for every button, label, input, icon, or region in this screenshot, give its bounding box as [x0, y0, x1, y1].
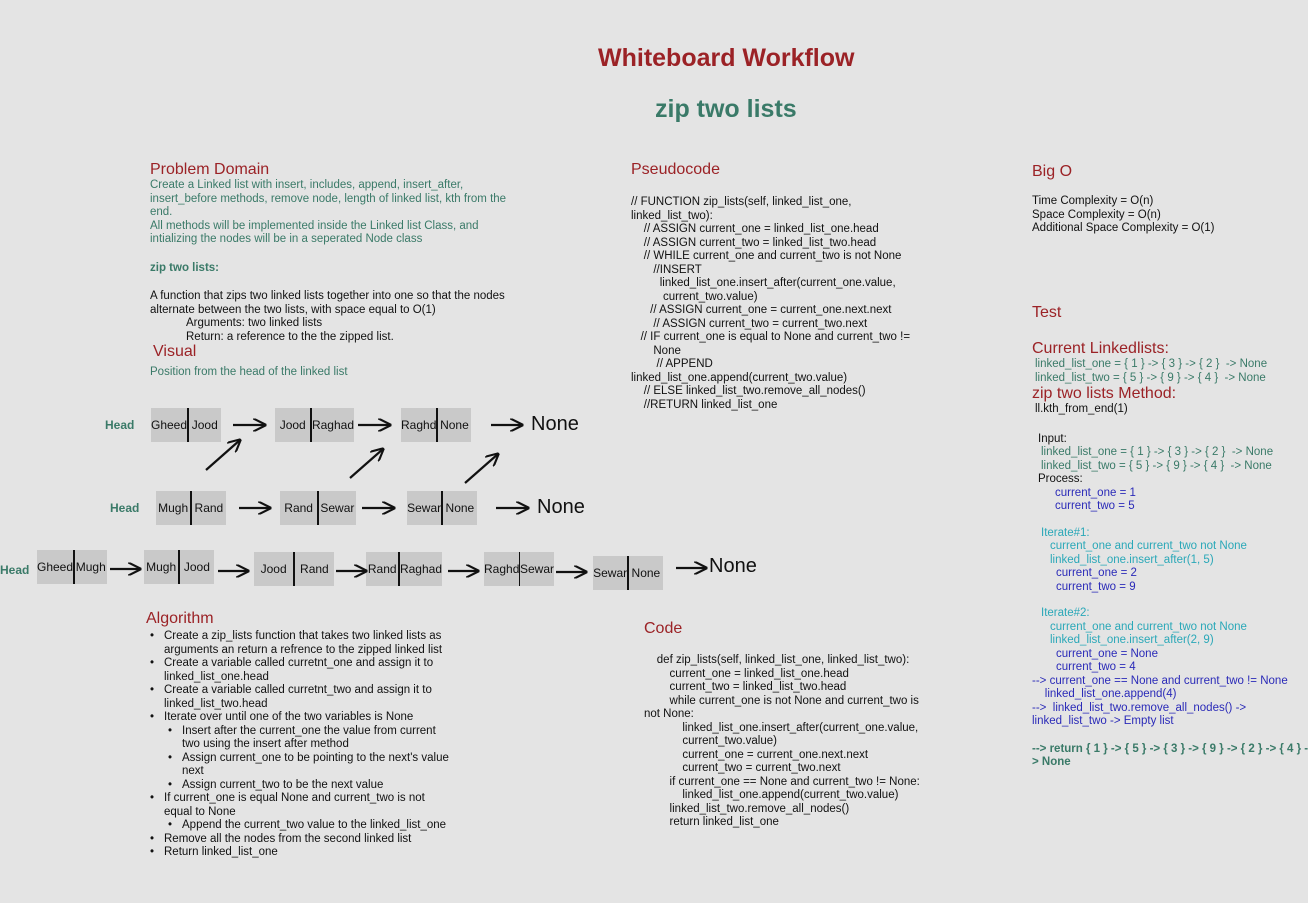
test-heading: Test [1032, 304, 1062, 321]
code-line: // ASSIGN current_two = linked_list_two.head [631, 236, 877, 249]
code-line: current_two = linked_list_two.head [644, 681, 847, 693]
list-item: • Create a variable called curretnt_two and assign it to linked_list_two.head [164, 684, 486, 711]
code-line: linked_list_one.append(current_two.value) [631, 371, 848, 384]
node-next: Rand [194, 501, 224, 515]
node-next: Sewar [320, 501, 355, 515]
iterate-label: Iterate#2: [1041, 607, 1090, 619]
final-line: linked_list_two -> Empty list [1032, 715, 1174, 727]
code-line: not None: [644, 708, 694, 720]
complexity-line: Time Complexity = O(n) [1032, 195, 1154, 207]
list-item: • Assign current_one to be pointing to the next's value next [182, 752, 486, 779]
algorithm-section [146, 610, 486, 860]
problem-line: All methods will be implemented inside the Linked list Class, and [150, 219, 479, 232]
none-label: None [709, 555, 757, 577]
iterate-line: linked_list_one.insert_after(1, 5) [1050, 553, 1214, 566]
code-line: while current_one is not None and current_two is [644, 694, 919, 707]
code-line: return linked_list_one [644, 816, 779, 828]
code-line: //INSERT [631, 263, 702, 276]
code-body [644, 654, 944, 830]
node-value: Sewar [593, 566, 628, 580]
input-label: Input: [1038, 432, 1067, 445]
pseudocode-section [631, 161, 931, 412]
problem-domain-heading: Problem Domain [150, 161, 270, 178]
page-subtitle: zip two lists [655, 95, 797, 123]
pseudocode-heading: Pseudocode [631, 161, 720, 178]
process-line: current_two = 5 [1055, 500, 1135, 512]
node-value: Gheed [37, 560, 74, 574]
node-value: Rand [367, 562, 397, 576]
code-line: // FUNCTION zip_lists(self, linked_list_one, [631, 196, 852, 208]
method-call: ll.kth_from_end(1) [1035, 403, 1128, 415]
none-label: None [531, 413, 579, 435]
node-value: Rand [284, 501, 313, 515]
iterate-value: current_two = 9 [1056, 580, 1136, 593]
big-o-heading: Big O [1032, 163, 1073, 180]
diagonal-arrow-icon [465, 454, 498, 483]
complexity-line: Space Complexity = O(n) [1032, 208, 1161, 221]
result [1032, 742, 1308, 770]
arguments-line: Arguments: two linked lists [186, 317, 323, 329]
final-line: linked_list_one.append(4) [1032, 688, 1177, 700]
code-heading: Code [644, 620, 683, 637]
code-line: linked_list_two.remove_all_nodes() [644, 802, 850, 815]
complexity-line: Additional Space Complexity = O(1) [1032, 222, 1215, 234]
list-line: linked_list_two = { 5 } -> { 9 } -> { 4 } -> None [1035, 371, 1266, 384]
code-line: current_two.value) [644, 735, 777, 747]
method-heading: zip two lists Method: [1032, 385, 1177, 402]
node-value: Sewar [407, 501, 442, 515]
list-item: • Iterate over until one of the two variables is None • Insert after the current_one the value from current two using the insert after method • Assign current_one to be pointing to the next's value next • Assign current_two to be the next value [164, 711, 486, 792]
list-item: • Append the current_two value to the linked_list_one [182, 819, 486, 833]
code-line: // WHILE current_one and current_two is not None [631, 250, 902, 262]
none-label: None [537, 496, 585, 518]
head-label: Head [105, 418, 135, 432]
node-value: Jood [260, 562, 287, 576]
code-line: current_two = current_two.next [644, 762, 841, 774]
desc-line: alternate between the two lists, with space equal to O(1) [150, 303, 436, 316]
list-item: • Assign current_two to be the next value [182, 779, 486, 793]
code-line: // ASSIGN current_two = current_two.next [631, 317, 868, 330]
input-line: linked_list_two = { 5 } -> { 9 } -> { 4 } -> None [1041, 459, 1272, 472]
current-lists-heading: Current Linkedlists: [1032, 340, 1169, 357]
code-line: linked_list_one.append(current_two.value) [644, 789, 899, 801]
node-next: Jood [191, 418, 218, 432]
result-line: --> return { 1 } -> { 5 } -> { 3 } -> { 9 } -> { 2 } -> { 4 } - [1032, 742, 1308, 755]
iterate-label: Iterate#1: [1041, 526, 1090, 539]
problem-line: end. [150, 206, 173, 218]
visual-heading: Visual [153, 343, 197, 360]
problem-line: intializing the nodes will be in a seperated Node class [150, 233, 423, 245]
page-title: Whiteboard Workflow [598, 44, 855, 72]
iterate-line: current_one and current_two not None [1050, 620, 1247, 633]
node-next: Raghad [399, 562, 442, 576]
iterate-value: current_one = 2 [1056, 567, 1137, 579]
problem-line: Create a Linked list with insert, includes, append, insert_after, [150, 179, 464, 191]
list-line: linked_list_one = { 1 } -> { 3 } -> { 2 } -> None [1035, 358, 1268, 370]
head-label: Head [0, 563, 30, 577]
code-line: if current_one == None and current_two != None: [644, 775, 920, 788]
node-value: Gheed [151, 418, 188, 432]
desc-line: A function that zips two linked lists together into one so that the nodes [150, 290, 505, 302]
node-next: None [445, 501, 475, 515]
test-section [1032, 304, 1308, 770]
diagram-arrows [0, 0, 720, 600]
diagonal-arrow-icon [206, 440, 240, 470]
node-next: Sewar [519, 562, 554, 576]
code-line: linked_list_one.insert_after(current_one.value, [631, 277, 896, 289]
node-next: Rand [300, 562, 329, 576]
process-label: Process: [1038, 473, 1083, 485]
node-next: None [631, 566, 661, 580]
problem-line: insert_before methods, remove node, length of linked list, kth from the [150, 192, 507, 205]
list-item: • Remove all the nodes from the second linked list [164, 833, 486, 847]
node-value: Raghd [401, 418, 437, 432]
node-value: Mugh [146, 560, 177, 574]
pseudocode-body [631, 196, 931, 412]
code-line: // IF current_one is equal to None and current_two != [631, 331, 911, 343]
list-item: • If current_one is equal None and current_two is not equal to None • Append the current_two value to the linked_list_one [164, 792, 486, 833]
node-value: Raghd [484, 562, 520, 576]
code-line: // ASSIGN current_one = current_one.next.next [631, 304, 892, 316]
diagonal-arrow-icon [350, 449, 383, 478]
code-line: // APPEND [631, 358, 713, 370]
visual-caption: Position from the head of the linked list [150, 366, 348, 378]
code-line: None [631, 344, 681, 357]
node-value: Mugh [158, 501, 189, 515]
node-next: Mugh [75, 560, 106, 574]
code-line: current_one = current_one.next.next [644, 748, 869, 761]
code-line: current_one = linked_list_one.head [644, 667, 849, 680]
zip-title: zip two lists: [150, 261, 219, 274]
code-line: // ELSE linked_list_two.remove_all_nodes() [631, 385, 866, 397]
head-label: Head [110, 501, 140, 515]
code-line: linked_list_two): [631, 209, 713, 222]
current-lists [1032, 358, 1304, 385]
iterate-line: current_one and current_two not None [1050, 540, 1247, 552]
final-line: --> linked_list_two.remove_all_nodes() -> [1032, 701, 1247, 714]
iterate-value: current_one = None [1056, 647, 1158, 660]
list-item: • Create a variable called curretnt_one and assign it to linked_list_one.head [164, 657, 486, 684]
algorithm-steps [146, 630, 486, 860]
list-item: • Create a zip_lists function that takes two linked lists as arguments an return a refrence to the zipped linked list [164, 630, 486, 657]
code-line: //RETURN linked_list_one [631, 398, 778, 411]
code-section [644, 620, 944, 830]
big-o-body [1032, 195, 1292, 236]
node-next: Jood [183, 560, 210, 574]
code-line: current_two.value) [631, 290, 758, 303]
final-line: --> current_one == None and current_two != None [1032, 674, 1288, 687]
code-line: linked_list_one.insert_after(current_one.value, [644, 721, 919, 734]
node-next: None [440, 418, 469, 432]
iterate-line: linked_list_one.insert_after(2, 9) [1050, 634, 1214, 646]
node-value: Jood [279, 418, 306, 432]
iterate-value: current_two = 4 [1056, 661, 1136, 673]
result-line: > None [1032, 756, 1071, 768]
code-line: def zip_lists(self, linked_list_one, linked_list_two): [644, 654, 910, 666]
node-next: Raghad [311, 418, 354, 432]
test-walkthrough [1032, 433, 1304, 675]
list-item: • Return linked_list_one [164, 846, 486, 860]
big-o-section [1032, 163, 1292, 236]
code-line: // ASSIGN current_one = linked_list_one.head [631, 223, 879, 235]
algorithm-heading: Algorithm [146, 610, 214, 627]
process-line: current_one = 1 [1055, 486, 1136, 499]
final-steps [1032, 675, 1304, 729]
list-item: • Insert after the current_one the value from current two using the insert after method [182, 725, 486, 752]
returns-line: Return: a reference to the the zipped list. [186, 330, 394, 343]
input-line: linked_list_one = { 1 } -> { 3 } -> { 2 } -> None [1041, 446, 1274, 458]
